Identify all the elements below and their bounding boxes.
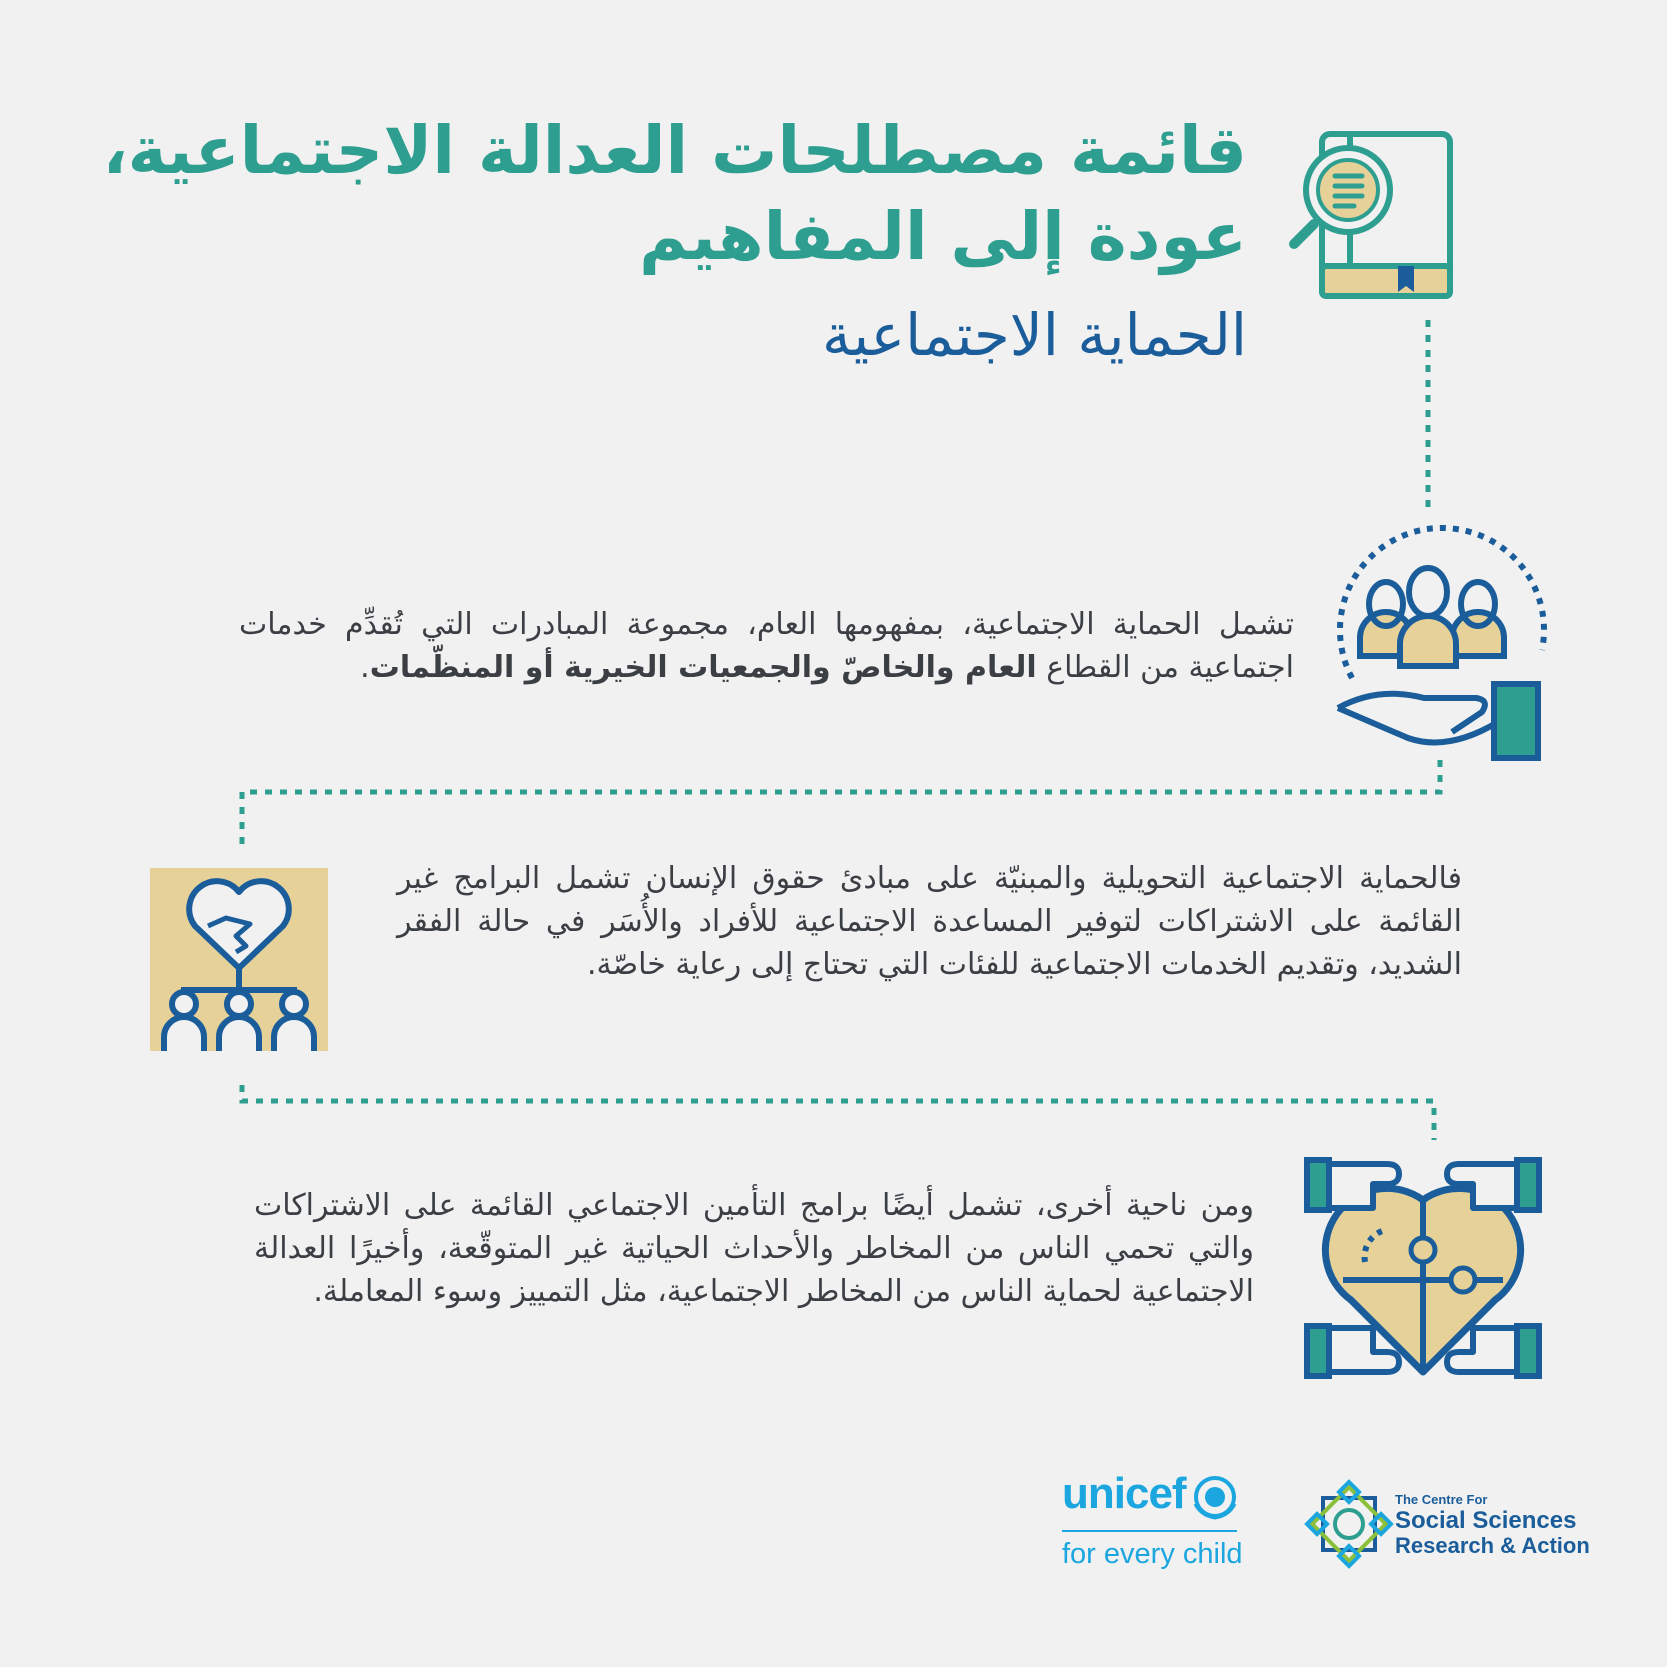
page-subtitle: الحماية الاجتماعية [821, 301, 1247, 369]
puzzle-heart-hands-icon [1303, 1150, 1543, 1386]
unicef-wordmark: unicef [1062, 1469, 1186, 1518]
csra-line-1: The Centre For [1395, 1492, 1488, 1507]
handshake-heart-people-icon [150, 868, 328, 1051]
section-2-text: فالحماية الاجتماعية التحويلية والمبنيّة على مبادئ حقوق الإنسان تشمل البرامج غير القائمة على الاشتراكات لتوفير المساعدة الاجتماعية للأفراد والأُسَر في حالة الفقر الشديد، وتقديم الخدمات الاجتماعية للفئات التي تحتاج إلى رعاية خاصّة. [397, 861, 1462, 982]
section-3-text: ومن ناحية أخرى، تشمل أيضًا برامج التأمين الاجتماعي القائمة على الاشتراكات والتي تحمي الناس من المخاطر والأحداث الحياتية غير المتوقّعة، وأخيرًا العدالة الاجتماعية لحماية الناس من المخاطر الاجتماعية، مثل التمييز وسوء المعاملة. [254, 1188, 1254, 1309]
section-1-text-part: تشمل الحماية الاجتماعية، بمفهومها العام، مجموعة المبادرات التي تُقدِّم خدمات اجتماعية من القطاع [239, 607, 1294, 685]
hand-holding-people-icon [1330, 548, 1550, 763]
unicef-emblem-icon [1192, 1474, 1238, 1520]
csra-logo-text [1395, 1492, 1595, 1558]
section-1-bold-text: العام والخاصّ والجمعيات الخيرية أو المنظّمات [369, 650, 1037, 685]
unicef-logo [1062, 1470, 1252, 1580]
unicef-tagline: for every child [1062, 1538, 1243, 1570]
csra-line-2: Social Sciences [1395, 1507, 1577, 1534]
csra-line-3: Research & Action [1395, 1533, 1590, 1558]
page-title [97, 108, 1247, 280]
csra-emblem-icon [1303, 1478, 1395, 1570]
title-line-2: عودة إلى المفاهيم [639, 198, 1247, 275]
section-1-text-end: . [360, 650, 370, 685]
section-1-text [239, 603, 1294, 689]
title-line-1: قائمة مصطلحات العدالة الاجتماعية، [102, 112, 1247, 189]
unicef-divider [1062, 1530, 1237, 1532]
book-search-icon [1290, 128, 1460, 304]
